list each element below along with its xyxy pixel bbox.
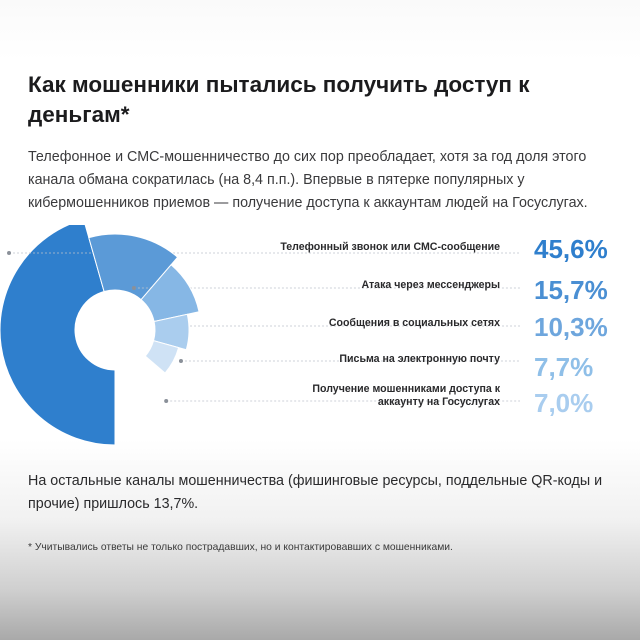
leader-dot: [7, 251, 11, 255]
leader-dot: [179, 359, 183, 363]
label-phone: Телефонный звонок или СМС-сообщение: [280, 241, 500, 253]
leader-dot: [164, 399, 168, 403]
page-title: Как мошенники пытались получить доступ к деньгам*: [28, 72, 530, 127]
footnote: * Учитывались ответы не только пострадавших, но и контактировавших с мошенниками.: [28, 542, 453, 553]
page-subtitle: Телефонное и СМС-мошенничество до сих пор преобладает, хотя за год доля этого канала обмана сократилась (на 8,4 п.п.). Впервые в пятерке популярных у кибермошенников приемов — получение доступа к аккаунтам людей на Госуслугах.: [28, 149, 588, 211]
value-gosuslugi: 7,0%: [534, 388, 594, 418]
value-phone: 45,6%: [534, 234, 608, 264]
label-messengers: Атака через мессенджеры: [361, 279, 500, 291]
label-social: Сообщения в социальных сетях: [328, 317, 500, 329]
donut-chart: [0, 225, 640, 455]
value-social: 10,3%: [534, 312, 608, 342]
value-messengers: 15,7%: [534, 275, 608, 305]
label-email: Письма на электронную почту: [339, 353, 500, 365]
value-email: 7,7%: [534, 352, 594, 382]
leader-dot: [132, 286, 136, 290]
footer-text: На остальные каналы мошенничества (фишинговые ресурсы, поддельные QR-коды и прочие) пришлось 13,7%.: [28, 473, 603, 512]
label-gosuslugi: Получение мошенниками доступа к аккаунту на Госуслугах: [312, 383, 500, 408]
